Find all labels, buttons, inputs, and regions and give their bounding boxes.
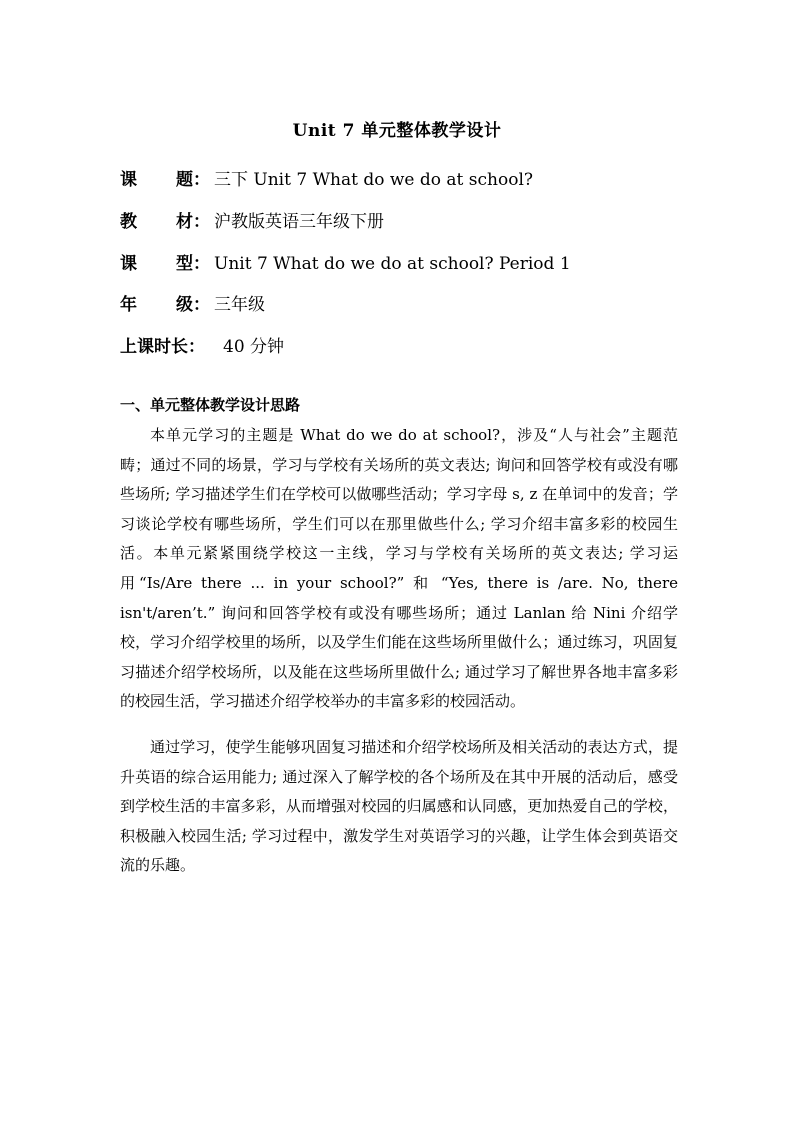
- meta-lesson-type: [120, 252, 571, 276]
- meta-topic: [120, 168, 533, 192]
- meta-topic-value: 三下 Unit 7 What do we do at school?: [214, 170, 534, 190]
- meta-grade-value: 三年级: [214, 295, 265, 315]
- meta-textbook-label-b: 材：: [176, 212, 210, 232]
- body-paragraph-1: 本单元学习的主题是 What do we do at school?，涉及“人与社会”主题范畴；通过不同的场景，学习与学校有关场所的英文表达; 询问和回答学校有或没有哪些场所; 学习描述学生们在学校可以做哪些活动；学习字母 s, z 在单词中的发音；学习谈论学校有哪些场所，学生们可以在那里做些什么; 学习介绍丰富多彩的校园生活。本单元紧紧围绕学校这一主线，学习与学校有关场所的英文表达; 学习运用“Is/Are there ... in your school?” 和 “Yes, there is /are. No, there isn't/aren’t.” 询问和回答学校有或没有哪些场所；通过 Lanlan 给 Nini 介绍学校，学习介绍学校里的场所，以及学生们能在这些场所里做什么；通过练习，巩固复习描述介绍学校场所，以及能在这些场所里做什么; 通过学习了解世界各地丰富多彩的校园生活，学习描述介绍学校举办的丰富多彩的校园活动。: [120, 426, 678, 711]
- meta-duration: [120, 335, 284, 359]
- meta-textbook-label-a: 教: [120, 212, 137, 232]
- body-paragraph-2: 通过学习，使学生能够巩固复习描述和介绍学校场所及相关活动的表达方式，提升英语的综合运用能力; 通过深入了解学校的各个场所及在其中开展的活动后，感受到学校生活的丰富多彩，从而增强对校园的归属感和认同感，更加热爱自己的学校，积极融入校园生活; 学习过程中，激发学生对英语学习的兴趣，让学生体会到英语交流的乐趣。: [120, 738, 678, 875]
- meta-grade-label-a: 年: [120, 295, 137, 315]
- section-heading: 一、单元整体教学设计思路: [120, 396, 301, 414]
- document-title: Unit 7 单元整体教学设计: [292, 121, 502, 141]
- meta-lesson-type-label-b: 型：: [176, 254, 210, 274]
- meta-duration-label: 上课时长：: [120, 337, 205, 357]
- meta-lesson-type-label-a: 课: [120, 254, 137, 274]
- meta-topic-label-a: 课: [120, 170, 137, 190]
- meta-grade: [120, 293, 265, 317]
- meta-textbook: [120, 210, 384, 234]
- meta-textbook-value: 沪教版英语三年级下册: [214, 212, 384, 232]
- meta-duration-value: 40 分钟: [223, 337, 285, 357]
- meta-topic-label-b: 题：: [176, 170, 210, 190]
- meta-grade-label-b: 级：: [176, 295, 210, 315]
- meta-lesson-type-value: Unit 7 What do we do at school? Period 1: [214, 254, 571, 274]
